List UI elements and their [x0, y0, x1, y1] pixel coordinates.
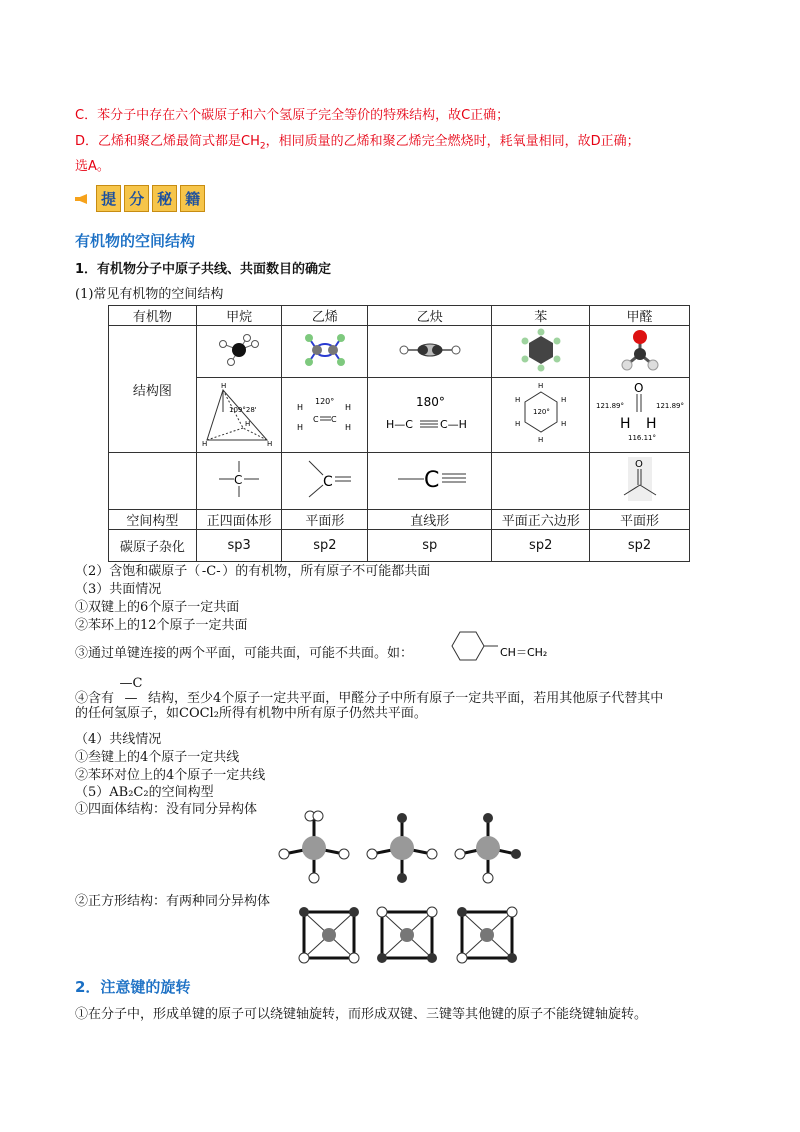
para-3-2: ②苯环上的12个原子一定共面	[75, 618, 248, 633]
svg-text:180°: 180°	[415, 395, 445, 409]
svg-text:H: H	[344, 403, 351, 412]
svg-text:C: C	[234, 473, 243, 487]
svg-text:116.11°: 116.11°	[627, 434, 656, 442]
ch4-angle: 109°28'	[229, 406, 257, 414]
para-3-4: ④含有—C— 结构，至少4个原子一定共平面，甲醛分子中所有原子一定共平面，若用其他原子代替其中	[75, 676, 664, 706]
svg-text:C: C	[423, 468, 440, 493]
carbonyl-skeleton	[590, 453, 690, 510]
table-row-hybridization: 碳原子杂化 sp3 sp2 sp sp2 sp2	[109, 530, 690, 562]
svg-text:H: H	[645, 416, 657, 432]
banner-char: 籍	[180, 185, 205, 212]
ch4-model	[196, 326, 282, 378]
para-3-1: ①双键上的6个原子一定共面	[75, 600, 240, 615]
svg-text:H: H	[296, 423, 303, 432]
svg-text:O: O	[633, 381, 643, 395]
table-row-skeletons	[109, 453, 690, 510]
square-model-2	[377, 907, 437, 963]
tetra-model-3	[455, 813, 521, 883]
last-para: ①在分子中，形成单键的原子可以绕键轴旋转，而形成双键、三键等其他键的原子不能绕键轴旋转。	[75, 1007, 648, 1022]
svg-text:121.89°: 121.89°	[595, 402, 624, 410]
para-1: (1)常见有机物的空间结构	[75, 287, 224, 302]
para-4-2: ②苯环对位上的4个原子一定共线	[75, 768, 266, 783]
c2h4-formula	[282, 378, 368, 453]
svg-text:H—C: H—C	[385, 418, 413, 431]
para-3-3: ③通过单键连接的两个平面，可能共面，可能不共面。如：	[75, 646, 414, 661]
para-4: （4）共线情况	[75, 732, 162, 747]
answer-select: 选A。	[75, 159, 110, 174]
heading-1: 1．有机物分子中原子共线、共面数目的确定	[75, 262, 332, 277]
svg-text:120°: 120°	[314, 397, 335, 406]
svg-text:C—H: C—H	[439, 418, 467, 431]
c2h4-model	[282, 326, 368, 378]
svg-text:H: H	[202, 440, 208, 448]
table-row-formulas	[109, 378, 690, 453]
tetra-model-2	[367, 813, 437, 883]
svg-text:H: H	[537, 382, 543, 390]
svg-text:H: H	[296, 403, 303, 412]
c6h6-formula	[492, 378, 590, 453]
table-row-geometry: 空间构型 正四面体形 平面形 直线形 平面正六边形 平面形	[109, 510, 690, 530]
table-row-models: 结构图	[109, 326, 690, 378]
tetrahedral-models	[272, 808, 532, 890]
sp3-skeleton	[196, 453, 282, 510]
c6h6-model	[492, 326, 590, 378]
carbonyl-icon: —C—	[119, 676, 143, 706]
para-5-2: ②正方形结构：有两种同分异构体	[75, 894, 271, 909]
square-model-1	[299, 907, 359, 963]
para-5: （5）AB₂C₂的空间构型	[75, 785, 214, 800]
svg-text:CH＝CH₂: CH＝CH₂	[500, 646, 548, 659]
svg-text:121.89°: 121.89°	[655, 402, 684, 410]
square-planar-models	[296, 904, 532, 970]
answer-c: C．苯分子中存在六个碳原子和六个氢原子完全等价的特殊结构，故C正确；	[75, 108, 510, 123]
svg-text:O: O	[634, 459, 643, 470]
svg-text:H: H	[560, 420, 566, 428]
svg-text:C: C	[312, 415, 319, 424]
ch4-formula	[196, 378, 282, 453]
para-3: （3）共面情况	[75, 582, 162, 597]
sp2-skeleton	[282, 453, 368, 510]
para-3-4-cont: 的任何氢原子，如COCl₂所得有机物中所有原子仍然共平面。	[75, 706, 427, 721]
banner-char: 秘	[152, 185, 177, 212]
svg-text:H: H	[245, 420, 251, 428]
svg-text:C: C	[330, 415, 337, 424]
tips-banner	[75, 185, 208, 212]
svg-text:H: H	[560, 396, 566, 404]
para-5-1: ①四面体结构：没有同分异构体	[75, 802, 258, 817]
svg-text:H: H	[221, 382, 227, 390]
square-model-3	[457, 907, 517, 963]
section-title: 有机物的空间结构	[75, 232, 196, 250]
svg-text:120°: 120°	[532, 408, 550, 416]
saturated-carbon-icon: -C-	[201, 564, 221, 579]
styrene-figure	[440, 628, 590, 668]
table-header-row: 有机物 甲烷 乙烯 乙炔 苯 甲醛	[109, 306, 690, 326]
banner-char: 分	[124, 185, 149, 212]
svg-text:H: H	[619, 416, 631, 432]
c2h2-model	[368, 326, 492, 378]
hcho-formula	[590, 378, 690, 453]
tetra-model-1	[279, 811, 349, 883]
svg-text:C: C	[322, 474, 333, 490]
para-4-1: ①叁键上的4个原子一定共线	[75, 750, 240, 765]
svg-text:H: H	[537, 436, 543, 444]
svg-text:H: H	[514, 420, 520, 428]
structure-table	[108, 305, 690, 562]
banner-char: 提	[96, 185, 121, 212]
sp-skeleton	[368, 453, 492, 510]
heading-2: 2．注意键的旋转	[75, 978, 191, 996]
svg-text:H: H	[267, 440, 273, 448]
answer-d: D．乙烯和聚乙烯最简式都是$CH_2$，相同质量的乙烯和聚乙烯完全燃烧时，耗氧量相同，故D正确；	[75, 134, 640, 152]
speaker-icon	[75, 194, 87, 204]
c2h2-formula	[368, 378, 492, 453]
hcho-model	[590, 326, 690, 378]
para-2: （2）含饱和碳原子（ -C- ）的有机物，所有原子不可能都共面	[75, 564, 431, 579]
svg-text:H: H	[344, 423, 351, 432]
svg-text:H: H	[514, 396, 520, 404]
